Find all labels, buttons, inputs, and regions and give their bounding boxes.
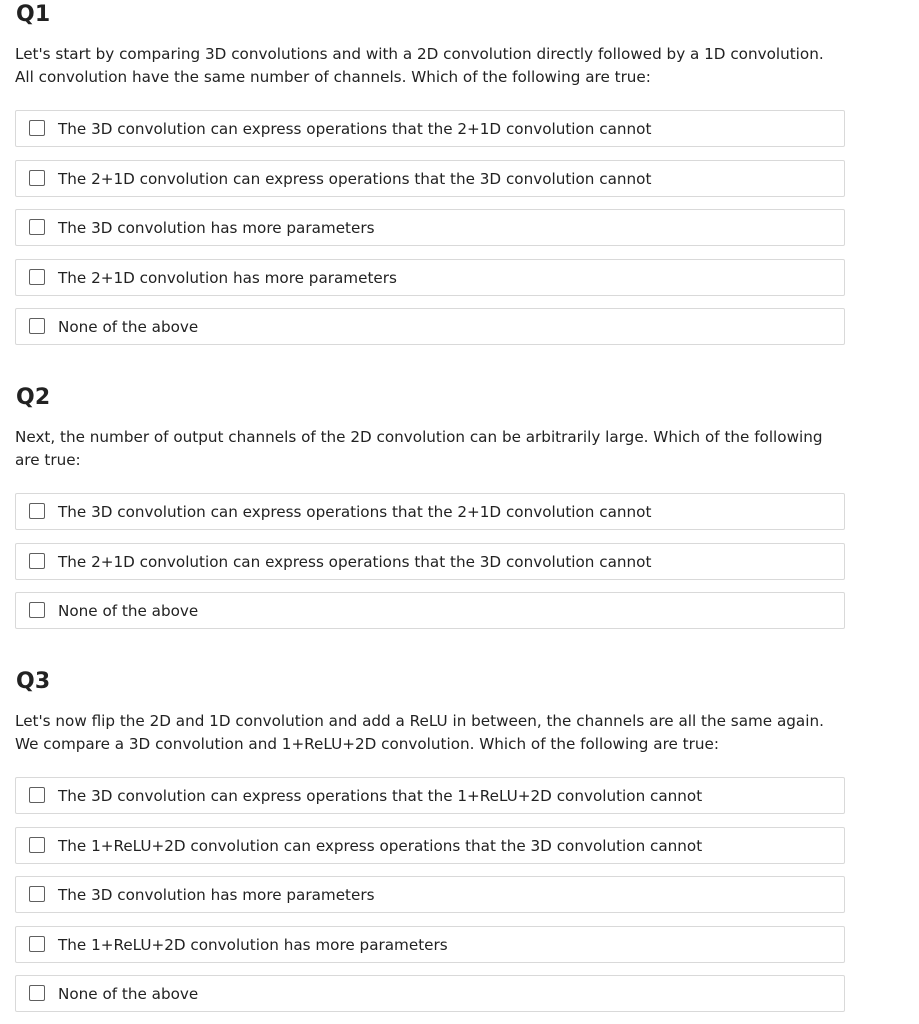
option-item[interactable] xyxy=(15,592,845,629)
checkbox[interactable] xyxy=(29,318,45,334)
option-item[interactable] xyxy=(15,259,845,296)
checkbox[interactable] xyxy=(29,936,45,952)
option-item[interactable] xyxy=(15,975,845,1012)
question-title: Q3 xyxy=(16,669,51,694)
question-prompt: Next, the number of output channels of the 2D convolution can be arbitrarily large. Which of the following are true: xyxy=(15,428,823,469)
option-label: The 1+ReLU+2D convolution has more parameters xyxy=(58,935,448,954)
option-label: The 2+1D convolution can express operations that the 3D convolution cannot xyxy=(58,552,652,571)
option-label: None of the above xyxy=(58,602,199,620)
option-label: The 3D convolution can express operations that the 1+ReLU+2D convolution cannot xyxy=(58,787,703,805)
option-item[interactable] xyxy=(15,543,845,580)
option-label: The 1+ReLU+2D convolution can express operations that the 3D convolution cannot xyxy=(58,836,703,855)
option-label: The 3D convolution can express operations that the 2+1D convolution cannot xyxy=(58,503,652,521)
checkbox[interactable] xyxy=(29,219,45,235)
checkbox[interactable] xyxy=(29,269,45,285)
option-label: The 2+1D convolution has more parameters xyxy=(58,268,397,287)
option-label: None of the above xyxy=(58,985,199,1003)
checkbox[interactable] xyxy=(29,120,45,136)
option-item[interactable] xyxy=(15,827,845,864)
checkbox[interactable] xyxy=(29,602,45,618)
question-prompt: Let's start by comparing 3D convolutions and with a 2D convolution directly followed by a 1D convolution. All convolution have the same number of channels. Which of the following are true: xyxy=(15,45,824,86)
option-item[interactable] xyxy=(15,876,845,913)
checkbox[interactable] xyxy=(29,985,45,1001)
option-label: The 3D convolution has more parameters xyxy=(58,886,375,904)
checkbox[interactable] xyxy=(29,837,45,853)
option-item[interactable] xyxy=(15,777,845,814)
option-item[interactable] xyxy=(15,926,845,963)
checkbox[interactable] xyxy=(29,503,45,519)
checkbox[interactable] xyxy=(29,787,45,803)
question-title: Q2 xyxy=(16,385,51,410)
option-item[interactable] xyxy=(15,308,845,345)
option-label: The 2+1D convolution can express operations that the 3D convolution cannot xyxy=(58,169,652,188)
question-title: Q1 xyxy=(16,2,51,27)
option-label: None of the above xyxy=(58,318,199,336)
checkbox[interactable] xyxy=(29,170,45,186)
question-prompt: Let's now flip the 2D and 1D convolution and add a ReLU in between, the channels are all the same again. We compare a 3D convolution and 1+ReLU+2D convolution. Which of the following are true: xyxy=(15,712,824,753)
option-item[interactable] xyxy=(15,493,845,530)
option-item[interactable] xyxy=(15,110,845,147)
option-label: The 3D convolution can express operations that the 2+1D convolution cannot xyxy=(58,120,652,138)
option-item[interactable] xyxy=(15,160,845,197)
option-item[interactable] xyxy=(15,209,845,246)
checkbox[interactable] xyxy=(29,553,45,569)
checkbox[interactable] xyxy=(29,886,45,902)
option-label: The 3D convolution has more parameters xyxy=(58,219,375,237)
